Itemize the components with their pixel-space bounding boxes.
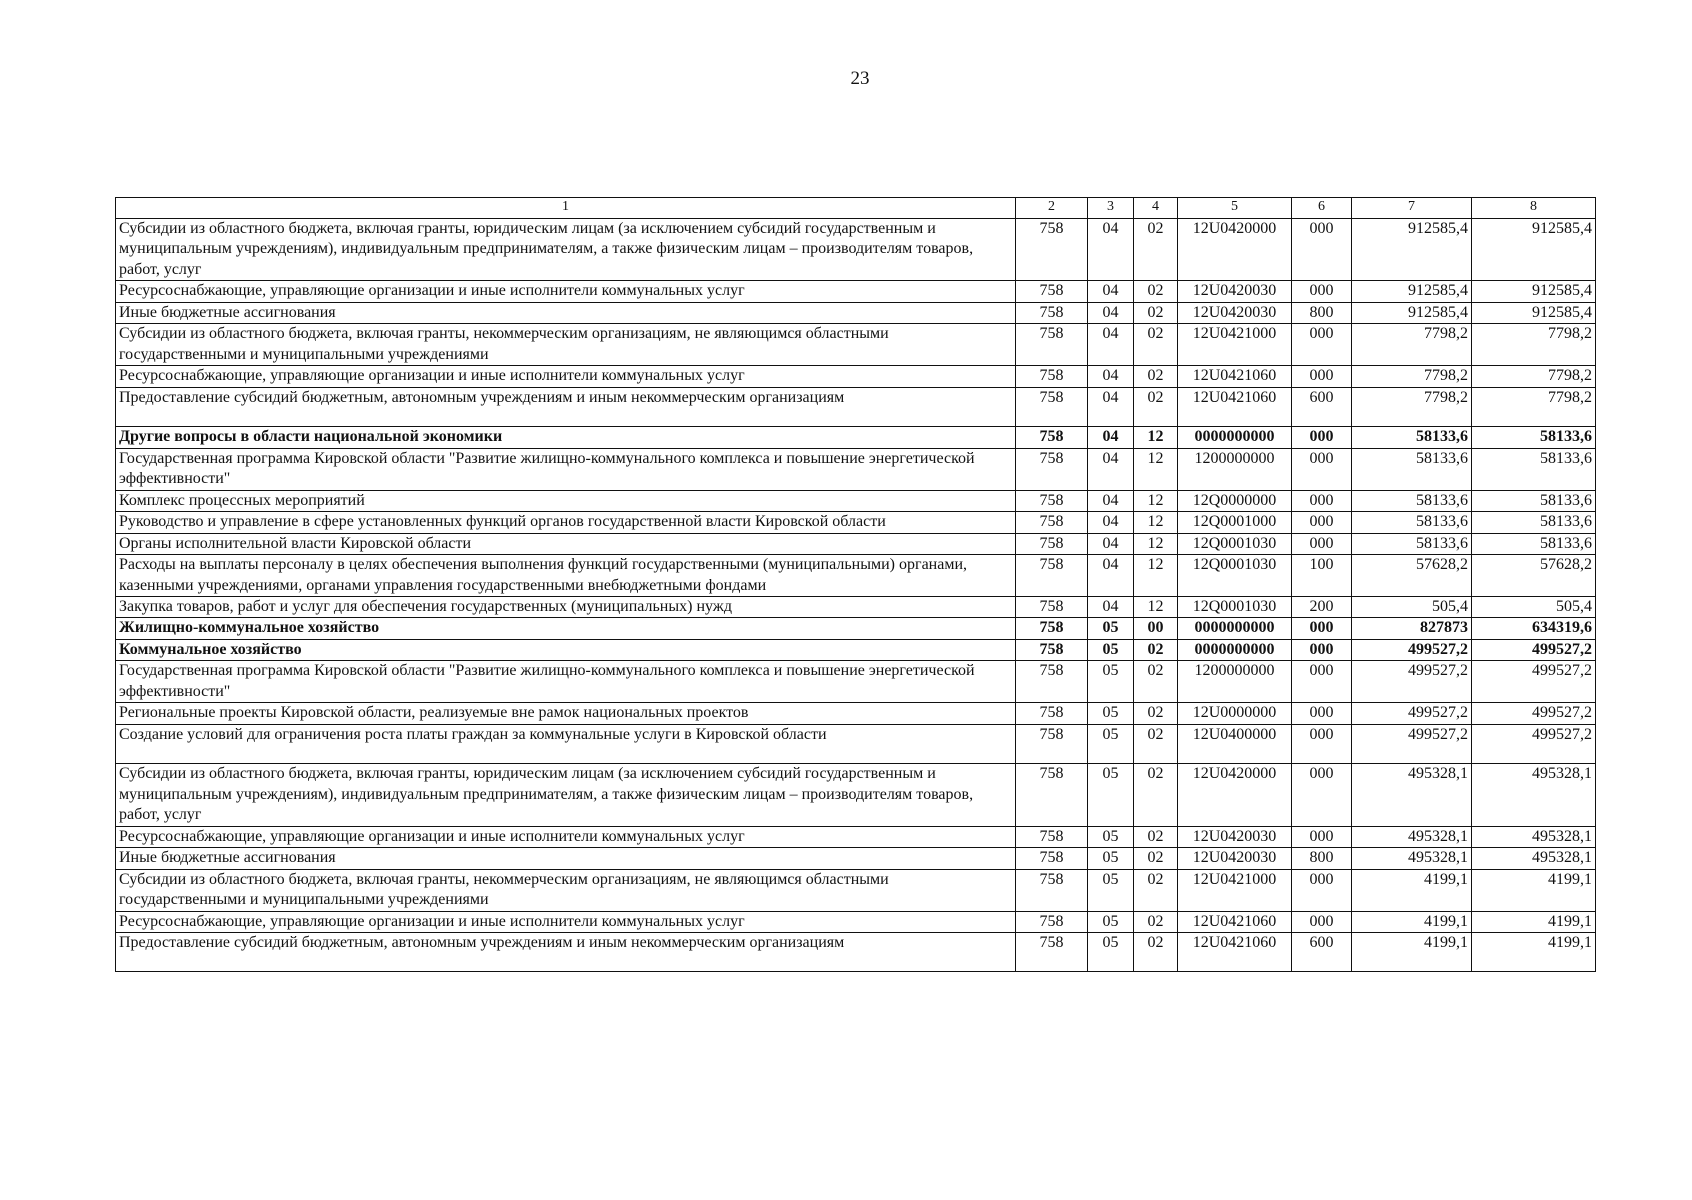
row-code-4-cell: 12 [1134, 533, 1178, 554]
header-col-1: 1 [116, 198, 1016, 219]
row-name-cell: Ресурсоснабжающие, управляющие организации и иные исполнители коммунальных услуг [116, 366, 1016, 387]
row-amount-7-cell: 7798,2 [1352, 366, 1472, 387]
row-code-6-cell: 000 [1292, 764, 1352, 826]
table-row [116, 703, 1596, 724]
row-code-2-cell: 758 [1016, 512, 1088, 533]
table-row [116, 324, 1596, 366]
table-row [116, 826, 1596, 847]
row-amount-8-cell: 495328,1 [1472, 826, 1596, 847]
row-code-3-cell: 05 [1088, 848, 1134, 869]
row-amount-7-cell: 58133,6 [1352, 427, 1472, 448]
row-code-4-cell: 02 [1134, 764, 1178, 826]
row-code-5-cell: 12U0421000 [1178, 869, 1292, 911]
row-code-2-cell: 758 [1016, 555, 1088, 597]
row-code-3-cell: 04 [1088, 490, 1134, 511]
row-amount-8-cell: 4199,1 [1472, 869, 1596, 911]
table-row [116, 596, 1596, 617]
row-amount-8-cell: 499527,2 [1472, 639, 1596, 660]
row-name-cell: Иные бюджетные ассигнования [116, 302, 1016, 323]
header-col-7: 7 [1352, 198, 1472, 219]
row-code-4-cell: 02 [1134, 639, 1178, 660]
row-code-5-cell: 0000000000 [1178, 618, 1292, 639]
row-code-6-cell: 000 [1292, 324, 1352, 366]
row-code-2-cell: 758 [1016, 764, 1088, 826]
row-amount-7-cell: 7798,2 [1352, 387, 1472, 426]
row-code-4-cell: 02 [1134, 911, 1178, 932]
row-amount-7-cell: 499527,2 [1352, 724, 1472, 763]
row-amount-7-cell: 827873 [1352, 618, 1472, 639]
row-name-cell: Субсидии из областного бюджета, включая гранты, юридическим лицам (за исключением субсидий государственным и муниципальным учреждениям), индивидуальным предпринимателям, а также физическим лицам – производителям товаров, работ, услуг [116, 764, 1016, 826]
row-code-6-cell: 000 [1292, 512, 1352, 533]
row-amount-7-cell: 495328,1 [1352, 826, 1472, 847]
row-code-2-cell: 758 [1016, 490, 1088, 511]
row-code-6-cell: 000 [1292, 826, 1352, 847]
row-code-3-cell: 04 [1088, 219, 1134, 281]
row-code-5-cell: 12U0421060 [1178, 366, 1292, 387]
row-code-5-cell: 12U0421060 [1178, 933, 1292, 972]
row-code-5-cell: 12Q0001000 [1178, 512, 1292, 533]
row-code-2-cell: 758 [1016, 911, 1088, 932]
row-name-cell: Коммунальное хозяйство [116, 639, 1016, 660]
row-code-4-cell: 12 [1134, 512, 1178, 533]
row-code-6-cell: 000 [1292, 639, 1352, 660]
table-row [116, 533, 1596, 554]
row-code-6-cell: 000 [1292, 219, 1352, 281]
row-code-6-cell: 000 [1292, 724, 1352, 763]
row-code-5-cell: 12U0420030 [1178, 848, 1292, 869]
row-code-3-cell: 05 [1088, 911, 1134, 932]
budget-table [115, 197, 1596, 972]
row-code-5-cell: 12U0421060 [1178, 387, 1292, 426]
table-row [116, 724, 1596, 763]
row-code-3-cell: 04 [1088, 596, 1134, 617]
table-row [116, 490, 1596, 511]
row-code-2-cell: 758 [1016, 219, 1088, 281]
row-amount-7-cell: 499527,2 [1352, 703, 1472, 724]
row-name-cell: Предоставление субсидий бюджетным, автономным учреждениям и иным некоммерческим организациям [116, 387, 1016, 426]
header-col-8: 8 [1472, 198, 1596, 219]
row-code-6-cell: 100 [1292, 555, 1352, 597]
row-code-2-cell: 758 [1016, 933, 1088, 972]
table-row [116, 869, 1596, 911]
row-name-cell: Комплекс процессных мероприятий [116, 490, 1016, 511]
row-name-cell: Региональные проекты Кировской области, реализуемые вне рамок национальных проектов [116, 703, 1016, 724]
row-code-2-cell: 758 [1016, 869, 1088, 911]
row-amount-8-cell: 505,4 [1472, 596, 1596, 617]
table-row [116, 366, 1596, 387]
row-code-4-cell: 02 [1134, 219, 1178, 281]
row-code-6-cell: 000 [1292, 618, 1352, 639]
row-amount-7-cell: 505,4 [1352, 596, 1472, 617]
row-amount-7-cell: 499527,2 [1352, 639, 1472, 660]
row-code-5-cell: 12U0420030 [1178, 302, 1292, 323]
table-row [116, 848, 1596, 869]
row-amount-8-cell: 7798,2 [1472, 324, 1596, 366]
row-code-5-cell: 12U0420000 [1178, 219, 1292, 281]
row-code-3-cell: 04 [1088, 512, 1134, 533]
row-amount-8-cell: 634319,6 [1472, 618, 1596, 639]
row-code-6-cell: 000 [1292, 661, 1352, 703]
table-row [116, 764, 1596, 826]
row-amount-7-cell: 58133,6 [1352, 512, 1472, 533]
row-name-cell: Иные бюджетные ассигнования [116, 848, 1016, 869]
row-code-3-cell: 05 [1088, 661, 1134, 703]
row-code-4-cell: 02 [1134, 826, 1178, 847]
row-code-4-cell: 12 [1134, 448, 1178, 490]
table-row [116, 387, 1596, 426]
row-code-3-cell: 04 [1088, 366, 1134, 387]
row-code-5-cell: 1200000000 [1178, 661, 1292, 703]
table-row [116, 302, 1596, 323]
row-amount-7-cell: 912585,4 [1352, 219, 1472, 281]
row-name-cell: Создание условий для ограничения роста платы граждан за коммунальные услуги в Кировской области [116, 724, 1016, 763]
row-amount-8-cell: 912585,4 [1472, 219, 1596, 281]
row-code-5-cell: 12U0420000 [1178, 764, 1292, 826]
row-code-3-cell: 05 [1088, 869, 1134, 911]
row-code-4-cell: 12 [1134, 427, 1178, 448]
row-code-5-cell: 12U0420030 [1178, 281, 1292, 302]
row-code-3-cell: 04 [1088, 533, 1134, 554]
row-amount-8-cell: 7798,2 [1472, 366, 1596, 387]
row-name-cell: Государственная программа Кировской области "Развитие жилищно-коммунального комплекса и повышение энергетической эффективности" [116, 448, 1016, 490]
row-code-6-cell: 000 [1292, 911, 1352, 932]
row-code-3-cell: 05 [1088, 826, 1134, 847]
row-amount-8-cell: 4199,1 [1472, 933, 1596, 972]
table-row [116, 512, 1596, 533]
row-name-cell: Закупка товаров, работ и услуг для обеспечения государственных (муниципальных) нужд [116, 596, 1016, 617]
row-amount-8-cell: 499527,2 [1472, 703, 1596, 724]
header-col-4: 4 [1134, 198, 1178, 219]
table-body [116, 219, 1596, 972]
row-code-2-cell: 758 [1016, 618, 1088, 639]
row-code-3-cell: 04 [1088, 281, 1134, 302]
row-code-2-cell: 758 [1016, 324, 1088, 366]
row-amount-7-cell: 495328,1 [1352, 848, 1472, 869]
row-code-3-cell: 05 [1088, 764, 1134, 826]
table-row [116, 555, 1596, 597]
row-code-6-cell: 600 [1292, 933, 1352, 972]
row-code-3-cell: 04 [1088, 387, 1134, 426]
row-code-2-cell: 758 [1016, 302, 1088, 323]
row-code-5-cell: 12U0420030 [1178, 826, 1292, 847]
row-code-4-cell: 02 [1134, 869, 1178, 911]
row-amount-7-cell: 4199,1 [1352, 911, 1472, 932]
row-amount-7-cell: 495328,1 [1352, 764, 1472, 826]
row-amount-8-cell: 58133,6 [1472, 448, 1596, 490]
row-amount-7-cell: 4199,1 [1352, 869, 1472, 911]
row-amount-7-cell: 4199,1 [1352, 933, 1472, 972]
row-amount-7-cell: 58133,6 [1352, 533, 1472, 554]
row-code-6-cell: 000 [1292, 427, 1352, 448]
row-code-2-cell: 758 [1016, 703, 1088, 724]
row-name-cell: Расходы на выплаты персоналу в целях обеспечения выполнения функций государственными (муниципальными) органами, казенными учреждениями, органами управления государственными внебюджетными фондами [116, 555, 1016, 597]
row-amount-8-cell: 495328,1 [1472, 764, 1596, 826]
row-name-cell: Субсидии из областного бюджета, включая гранты, юридическим лицам (за исключением субсидий государственным и муниципальным учреждениям), индивидуальным предпринимателям, а также физическим лицам – производителям товаров, работ, услуг [116, 219, 1016, 281]
row-name-cell: Ресурсоснабжающие, управляющие организации и иные исполнители коммунальных услуг [116, 826, 1016, 847]
table-row [116, 618, 1596, 639]
row-code-4-cell: 12 [1134, 490, 1178, 511]
row-name-cell: Субсидии из областного бюджета, включая гранты, некоммерческим организациям, не являющимся областными государственными и муниципальными учреждениями [116, 324, 1016, 366]
row-code-4-cell: 02 [1134, 366, 1178, 387]
row-code-2-cell: 758 [1016, 639, 1088, 660]
table-row [116, 281, 1596, 302]
row-amount-8-cell: 57628,2 [1472, 555, 1596, 597]
row-amount-8-cell: 499527,2 [1472, 724, 1596, 763]
row-amount-7-cell: 58133,6 [1352, 448, 1472, 490]
header-col-3: 3 [1088, 198, 1134, 219]
row-code-3-cell: 05 [1088, 618, 1134, 639]
row-code-5-cell: 12U0000000 [1178, 703, 1292, 724]
row-amount-7-cell: 912585,4 [1352, 302, 1472, 323]
row-amount-8-cell: 58133,6 [1472, 512, 1596, 533]
header-col-5: 5 [1178, 198, 1292, 219]
header-row [116, 198, 1596, 219]
row-code-4-cell: 02 [1134, 281, 1178, 302]
row-code-4-cell: 02 [1134, 724, 1178, 763]
row-code-5-cell: 0000000000 [1178, 427, 1292, 448]
row-code-6-cell: 000 [1292, 448, 1352, 490]
row-code-5-cell: 12U0400000 [1178, 724, 1292, 763]
row-code-4-cell: 02 [1134, 848, 1178, 869]
row-code-4-cell: 00 [1134, 618, 1178, 639]
row-code-3-cell: 04 [1088, 448, 1134, 490]
row-code-4-cell: 02 [1134, 703, 1178, 724]
row-code-5-cell: 12U0421000 [1178, 324, 1292, 366]
row-code-6-cell: 000 [1292, 281, 1352, 302]
row-code-5-cell: 12Q0001030 [1178, 533, 1292, 554]
row-code-3-cell: 04 [1088, 427, 1134, 448]
row-code-3-cell: 04 [1088, 555, 1134, 597]
row-code-2-cell: 758 [1016, 448, 1088, 490]
table-row [116, 219, 1596, 281]
row-amount-8-cell: 499527,2 [1472, 661, 1596, 703]
row-code-6-cell: 800 [1292, 302, 1352, 323]
row-code-4-cell: 02 [1134, 324, 1178, 366]
row-code-2-cell: 758 [1016, 366, 1088, 387]
row-code-2-cell: 758 [1016, 533, 1088, 554]
row-code-3-cell: 05 [1088, 639, 1134, 660]
row-code-6-cell: 000 [1292, 490, 1352, 511]
row-code-2-cell: 758 [1016, 281, 1088, 302]
table-row [116, 639, 1596, 660]
row-amount-7-cell: 58133,6 [1352, 490, 1472, 511]
row-amount-8-cell: 58133,6 [1472, 427, 1596, 448]
row-code-5-cell: 12Q0001030 [1178, 596, 1292, 617]
row-code-3-cell: 05 [1088, 933, 1134, 972]
row-code-6-cell: 600 [1292, 387, 1352, 426]
header-col-2: 2 [1016, 198, 1088, 219]
row-amount-7-cell: 912585,4 [1352, 281, 1472, 302]
row-amount-8-cell: 912585,4 [1472, 302, 1596, 323]
row-name-cell: Субсидии из областного бюджета, включая гранты, некоммерческим организациям, не являющимся областными государственными и муниципальными учреждениями [116, 869, 1016, 911]
row-code-2-cell: 758 [1016, 826, 1088, 847]
row-amount-8-cell: 495328,1 [1472, 848, 1596, 869]
row-code-5-cell: 12Q0001030 [1178, 555, 1292, 597]
row-name-cell: Руководство и управление в сфере установленных функций органов государственной власти Кировской области [116, 512, 1016, 533]
row-amount-8-cell: 58133,6 [1472, 490, 1596, 511]
row-code-6-cell: 000 [1292, 869, 1352, 911]
row-amount-7-cell: 57628,2 [1352, 555, 1472, 597]
row-code-5-cell: 0000000000 [1178, 639, 1292, 660]
row-code-5-cell: 12Q0000000 [1178, 490, 1292, 511]
row-amount-7-cell: 499527,2 [1352, 661, 1472, 703]
row-code-4-cell: 02 [1134, 661, 1178, 703]
row-code-4-cell: 02 [1134, 933, 1178, 972]
row-name-cell: Органы исполнительной власти Кировской области [116, 533, 1016, 554]
row-code-4-cell: 02 [1134, 387, 1178, 426]
page-number: 23 [850, 68, 870, 89]
row-code-5-cell: 12U0421060 [1178, 911, 1292, 932]
header-col-6: 6 [1292, 198, 1352, 219]
row-code-2-cell: 758 [1016, 387, 1088, 426]
row-name-cell: Ресурсоснабжающие, управляющие организации и иные исполнители коммунальных услуг [116, 911, 1016, 932]
row-amount-8-cell: 912585,4 [1472, 281, 1596, 302]
row-code-4-cell: 02 [1134, 302, 1178, 323]
row-code-3-cell: 05 [1088, 724, 1134, 763]
row-name-cell: Жилищно-коммунальное хозяйство [116, 618, 1016, 639]
row-code-2-cell: 758 [1016, 724, 1088, 763]
table-row [116, 911, 1596, 932]
row-name-cell: Ресурсоснабжающие, управляющие организации и иные исполнители коммунальных услуг [116, 281, 1016, 302]
row-code-2-cell: 758 [1016, 661, 1088, 703]
row-code-2-cell: 758 [1016, 596, 1088, 617]
row-amount-8-cell: 58133,6 [1472, 533, 1596, 554]
table-row [116, 448, 1596, 490]
row-code-6-cell: 200 [1292, 596, 1352, 617]
row-code-4-cell: 12 [1134, 596, 1178, 617]
row-code-4-cell: 12 [1134, 555, 1178, 597]
row-code-6-cell: 000 [1292, 366, 1352, 387]
row-code-5-cell: 1200000000 [1178, 448, 1292, 490]
table-row [116, 661, 1596, 703]
row-code-2-cell: 758 [1016, 848, 1088, 869]
row-code-3-cell: 04 [1088, 324, 1134, 366]
row-name-cell: Государственная программа Кировской области "Развитие жилищно-коммунального комплекса и повышение энергетической эффективности" [116, 661, 1016, 703]
row-amount-8-cell: 7798,2 [1472, 387, 1596, 426]
row-name-cell: Другие вопросы в области национальной экономики [116, 427, 1016, 448]
row-code-6-cell: 000 [1292, 703, 1352, 724]
row-code-6-cell: 800 [1292, 848, 1352, 869]
row-amount-8-cell: 4199,1 [1472, 911, 1596, 932]
row-code-2-cell: 758 [1016, 427, 1088, 448]
table-row [116, 427, 1596, 448]
row-code-3-cell: 05 [1088, 703, 1134, 724]
row-code-3-cell: 04 [1088, 302, 1134, 323]
row-amount-7-cell: 7798,2 [1352, 324, 1472, 366]
row-name-cell: Предоставление субсидий бюджетным, автономным учреждениям и иным некоммерческим организациям [116, 933, 1016, 972]
row-code-6-cell: 000 [1292, 533, 1352, 554]
table-row [116, 933, 1596, 972]
